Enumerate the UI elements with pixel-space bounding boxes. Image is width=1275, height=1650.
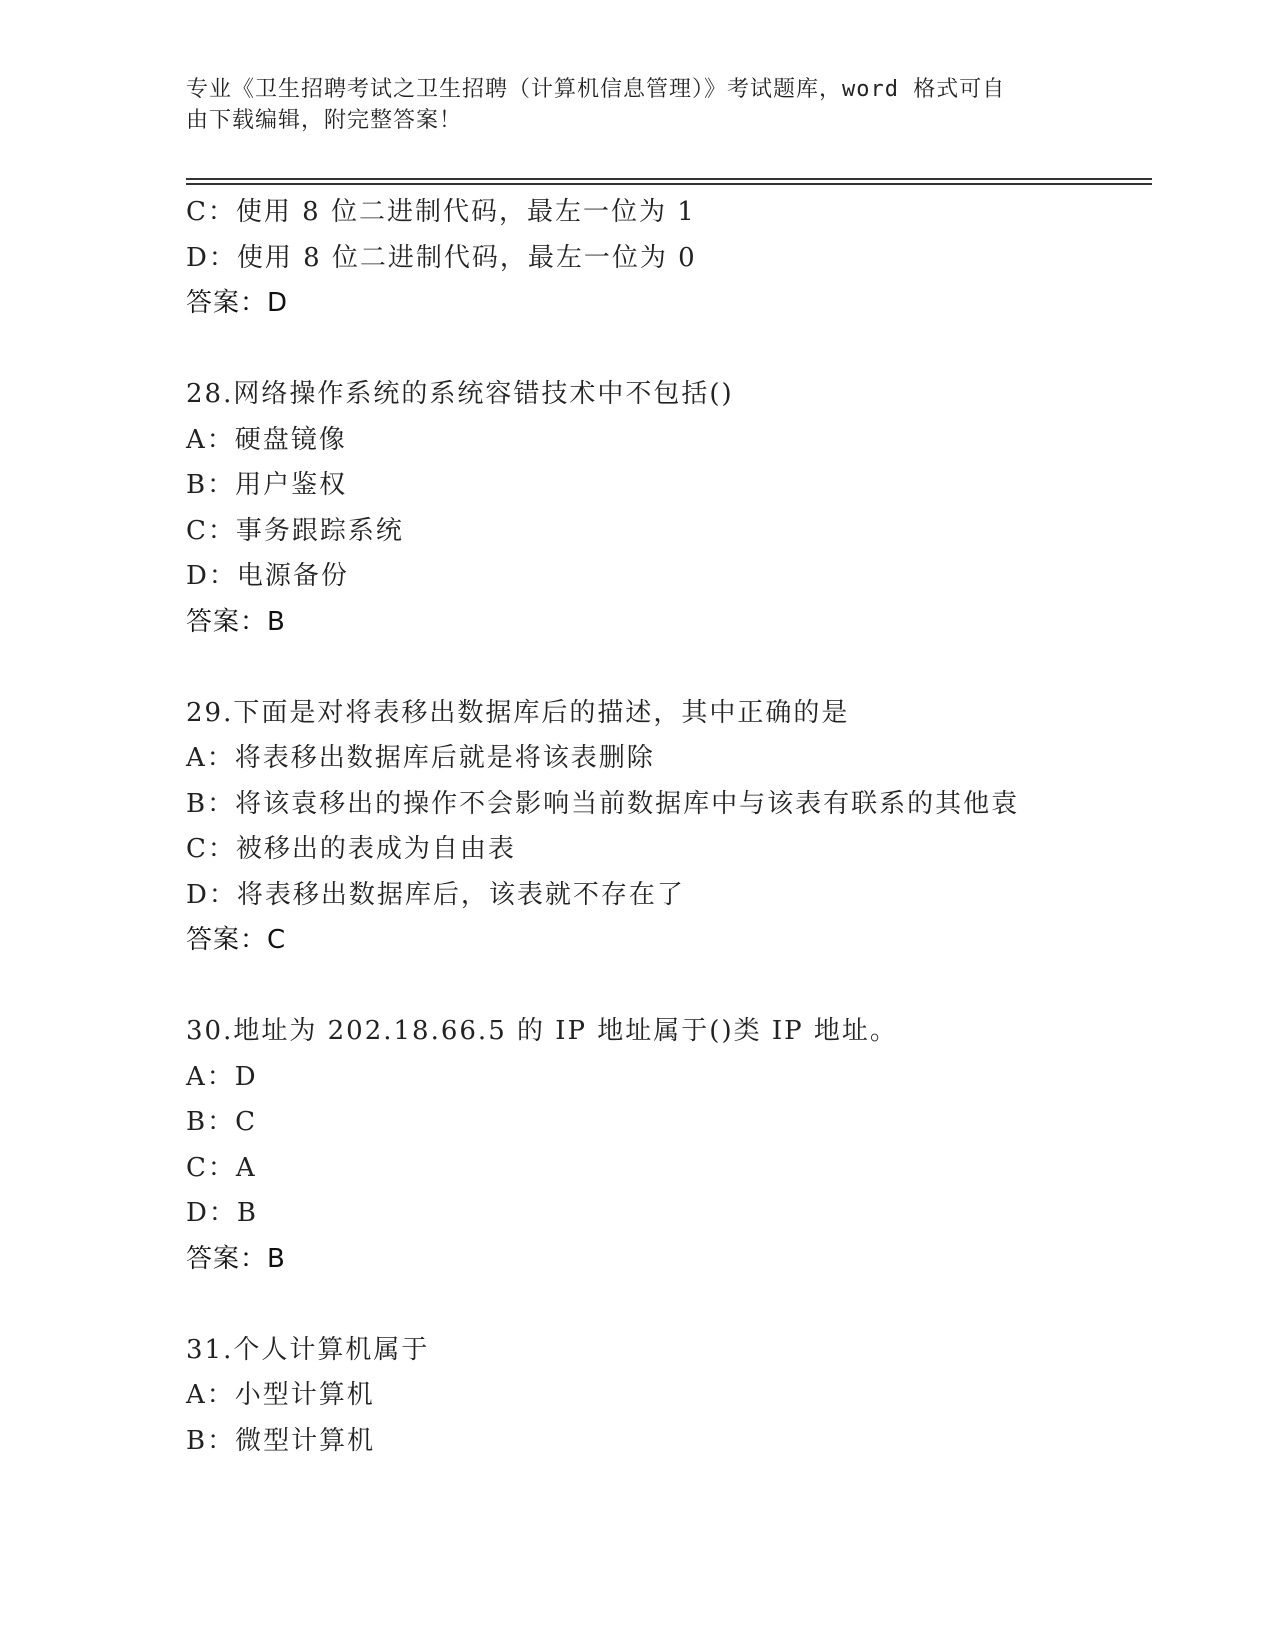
header-rule-bottom — [186, 183, 1152, 185]
question-list — [186, 190, 1166, 1464]
option-b: B：C — [186, 1107, 258, 1137]
question-block-30 — [186, 1009, 1166, 1282]
question-block-29 — [186, 691, 1166, 964]
option-b: B：微型计算机 — [186, 1425, 376, 1456]
option-c: C：被移出的表成为自由表 — [186, 834, 516, 864]
spacer — [186, 327, 1166, 373]
option-c: C：A — [186, 1152, 257, 1183]
header-note — [186, 74, 1086, 136]
header-rule-top — [186, 178, 1152, 180]
option-a: A：D — [186, 1061, 258, 1092]
spacer — [186, 1282, 1166, 1328]
header-line-2: 由下载编辑，附完整答案！ — [186, 108, 463, 133]
question-text: 30.地址为 202.18.66.5 的 IP 地址属于()类 IP 地址。 — [186, 1016, 898, 1046]
question-block-27 — [186, 190, 1166, 327]
option-a: A：硬盘镜像 — [186, 424, 347, 455]
option-b: B：用户鉴权 — [186, 470, 348, 500]
question-text: 29.下面是对将表移出数据库后的描述，其中正确的是 — [186, 697, 850, 728]
spacer — [186, 645, 1166, 691]
question-block-31 — [186, 1328, 1166, 1465]
question-block-28 — [186, 372, 1166, 645]
spacer — [186, 964, 1166, 1010]
option-b: B：将该袁移出的操作不会影响当前数据库中与该表有联系的其他袁 — [186, 788, 1020, 819]
answer-line: 答案：B — [186, 606, 286, 637]
option-d: D：B — [186, 1198, 258, 1228]
question-text: 28.网络操作系统的系统容错技术中不包括() — [186, 379, 734, 409]
option-d: D：使用 8 位二进制代码，最左一位为 0 — [186, 242, 697, 273]
option-d: D：将表移出数据库后，该表就不存在了 — [186, 879, 685, 910]
question-text: 31.个人计算机属于 — [186, 1334, 430, 1365]
option-d: D：电源备份 — [186, 561, 349, 591]
answer-line: 答案：C — [186, 925, 287, 955]
answer-line: 答案：D — [186, 288, 289, 318]
option-c: C：使用 8 位二进制代码，最左一位为 1 — [186, 197, 696, 227]
option-a: A：将表移出数据库后就是将该表删除 — [186, 743, 655, 773]
answer-line: 答案：B — [186, 1243, 286, 1274]
option-a: A：小型计算机 — [186, 1380, 375, 1410]
option-c: C：事务跟踪系统 — [186, 515, 404, 546]
header-line-1: 专业《卫生招聘考试之卫生招聘（计算机信息管理）》考试题库，word 格式可自 — [186, 77, 1006, 102]
